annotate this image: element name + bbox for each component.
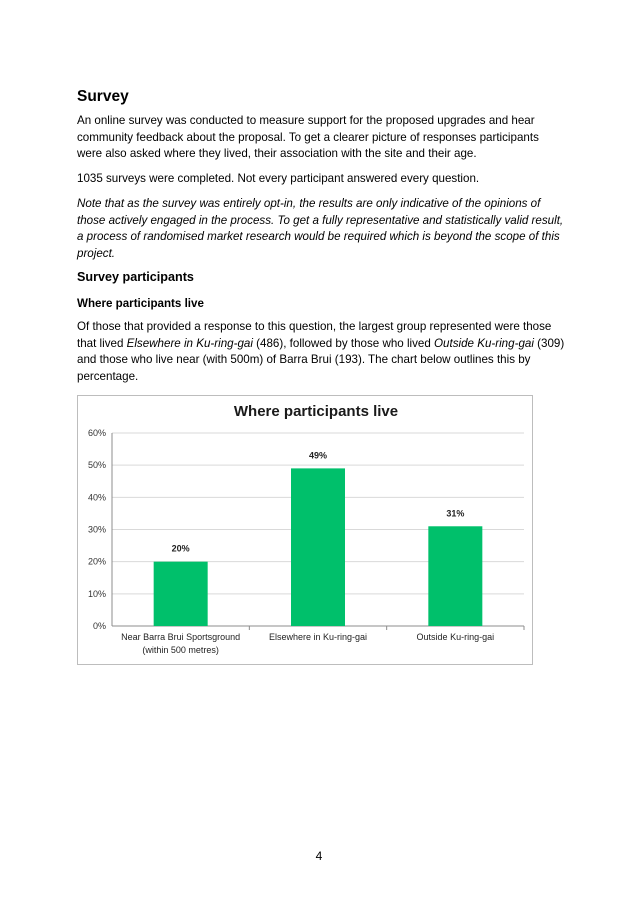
subheading: Survey participants (77, 270, 194, 284)
category-label: Elsewhere in Ku-ring-gai (268, 632, 368, 642)
bar (428, 526, 482, 626)
y-tick-label: 60% (87, 428, 106, 438)
page-number: 4 (315, 849, 323, 863)
section-heading: Survey (77, 88, 129, 105)
y-tick-label: 50% (87, 460, 106, 471)
results-emphasis-elsewhere: Elsewhere in Ku-ring-gai (126, 336, 253, 350)
bar (154, 562, 208, 626)
subsubheading: Where participants live (77, 297, 204, 310)
y-tick-label: 20% (87, 556, 106, 567)
data-label: 31% (446, 508, 465, 519)
y-tick-label: 30% (87, 524, 106, 535)
category-label: (within 500 metres) (142, 645, 219, 655)
results-text-2: (486), followed by those who lived (252, 336, 435, 350)
category-label: Near Barra Brui Sportsground (121, 632, 241, 642)
category-label: Outside Ku-ring-gai (416, 632, 495, 642)
results-paragraph (77, 319, 565, 385)
results-text-1: Of those that provided a response to this question, the largest group represented were those that lived (77, 320, 552, 350)
results-emphasis-outside: Outside Ku-ring-gai (434, 336, 534, 350)
chart-frame (77, 395, 533, 665)
chart-title: Where participants live (233, 403, 399, 420)
y-tick-label: 40% (87, 492, 106, 503)
data-label: 20% (171, 543, 190, 554)
data-label: 49% (308, 450, 328, 461)
results-text-3: (309) and those who live near (with 500m) of Barra Brui (193). The chart below outlines this by percentage. (77, 336, 565, 383)
y-tick-label: 10% (87, 588, 106, 599)
note-paragraph: Note that as the survey was entirely opt-in, the results are only indicative of the opinions of those actively engaged in the process. To get a fully representative and statistically valid result, a process of randomised market research would be required which is beyond the scope of this project. (77, 197, 564, 260)
intro-paragraph: An online survey was conducted to measure support for the proposed upgrades and hear community feedback about the proposal. To get a clearer picture of responses participants were also asked where they lived, their association with the site and their age. (77, 114, 539, 160)
surveys-completed-paragraph: 1035 surveys were completed. Not every participant answered every question. (77, 172, 480, 185)
bar (291, 468, 345, 626)
bar-chart (78, 396, 532, 664)
y-tick-label: 0% (92, 621, 106, 631)
